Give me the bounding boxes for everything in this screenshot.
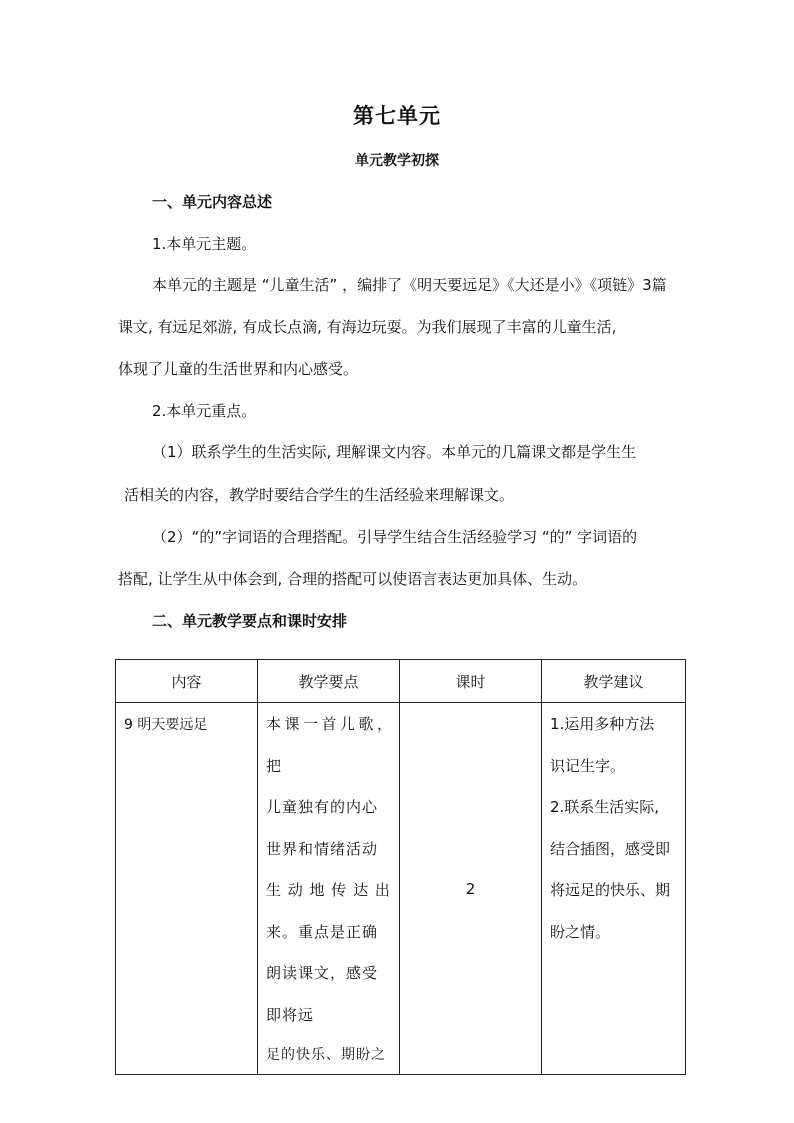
advice-line: 2.联系生活实际, bbox=[550, 798, 660, 816]
cell-content bbox=[116, 703, 258, 1075]
point1-line-2: 活相关的内容，教学时要结合学生的生活经验来理解课文。 bbox=[124, 486, 515, 504]
focus-line: 本课一首儿歌，把 bbox=[266, 715, 393, 775]
class-hours-value: 2 bbox=[465, 879, 476, 898]
cell-teaching-advice bbox=[542, 703, 686, 1075]
header-teaching-focus: 教学要点 bbox=[258, 660, 400, 703]
focus-line: 来。重点是正确 bbox=[266, 922, 379, 941]
advice-line: 识记生字。 bbox=[550, 756, 626, 775]
page-title: 第七单元 bbox=[353, 104, 441, 128]
focus-line: 世界和情绪活动 bbox=[266, 839, 379, 858]
point2-line-2: 搭配, 让学生从中体会到, 合理的搭配可以使语言表达更加具体、生动。 bbox=[118, 570, 588, 588]
item2-heading: 2.本单元重点。 bbox=[152, 402, 257, 420]
lesson-title: 9 明天要远足 bbox=[124, 717, 208, 733]
point2-line-1: （2）“的”字词语的合理搭配。引导学生结合生活经验学习 “的” 字词语的 bbox=[152, 528, 638, 546]
item1-heading: 1.本单元主题。 bbox=[152, 235, 257, 253]
item1-line-2: 课文, 有远足郊游, 有成长点滴, 有海边玩耍。为我们展现了丰富的儿童生活, bbox=[118, 318, 617, 336]
focus-line: 生 动 地 传 达 出 bbox=[266, 881, 391, 899]
cell-class-hours bbox=[400, 703, 542, 1075]
lesson-plan-table bbox=[115, 659, 686, 1075]
focus-line: 即将远 bbox=[266, 1005, 315, 1024]
page-subtitle: 单元教学初探 bbox=[355, 153, 439, 169]
advice-line: 结合插图，感受即 bbox=[550, 839, 671, 858]
focus-line: 朗读课文，感受 bbox=[266, 964, 379, 982]
header-teaching-advice: 教学建议 bbox=[542, 660, 686, 703]
advice-line: 盼之情。 bbox=[550, 922, 611, 941]
cell-teaching-focus bbox=[258, 703, 400, 1075]
header-class-hours: 课时 bbox=[400, 660, 542, 703]
teaching-advice-text bbox=[542, 704, 685, 953]
advice-line: 1.运用多种方法 bbox=[550, 715, 655, 733]
focus-line: 儿童独有的内心 bbox=[266, 798, 379, 816]
item1-line-3: 体现了儿童的生活世界和内心感受。 bbox=[118, 360, 359, 378]
table-row bbox=[116, 703, 686, 1075]
section2-heading: 二、单元教学要点和课时安排 bbox=[152, 612, 348, 630]
item1-line-1: 本单元的主题是 “儿童生活” ，编排了《明天要远足》《大还是小》《项链》3篇 bbox=[152, 276, 667, 294]
table-header-row bbox=[116, 660, 686, 703]
section1-heading: 一、单元内容总述 bbox=[152, 193, 273, 211]
focus-line: 足的快乐、期盼之 bbox=[266, 1047, 386, 1063]
point1-line-1: （1）联系学生的生活实际, 理解课文内容。本单元的几篇课文都是学生生 bbox=[152, 443, 637, 461]
header-content: 内容 bbox=[116, 660, 258, 703]
teaching-focus-text bbox=[258, 704, 399, 1074]
advice-line: 将远足的快乐、期 bbox=[550, 881, 671, 899]
